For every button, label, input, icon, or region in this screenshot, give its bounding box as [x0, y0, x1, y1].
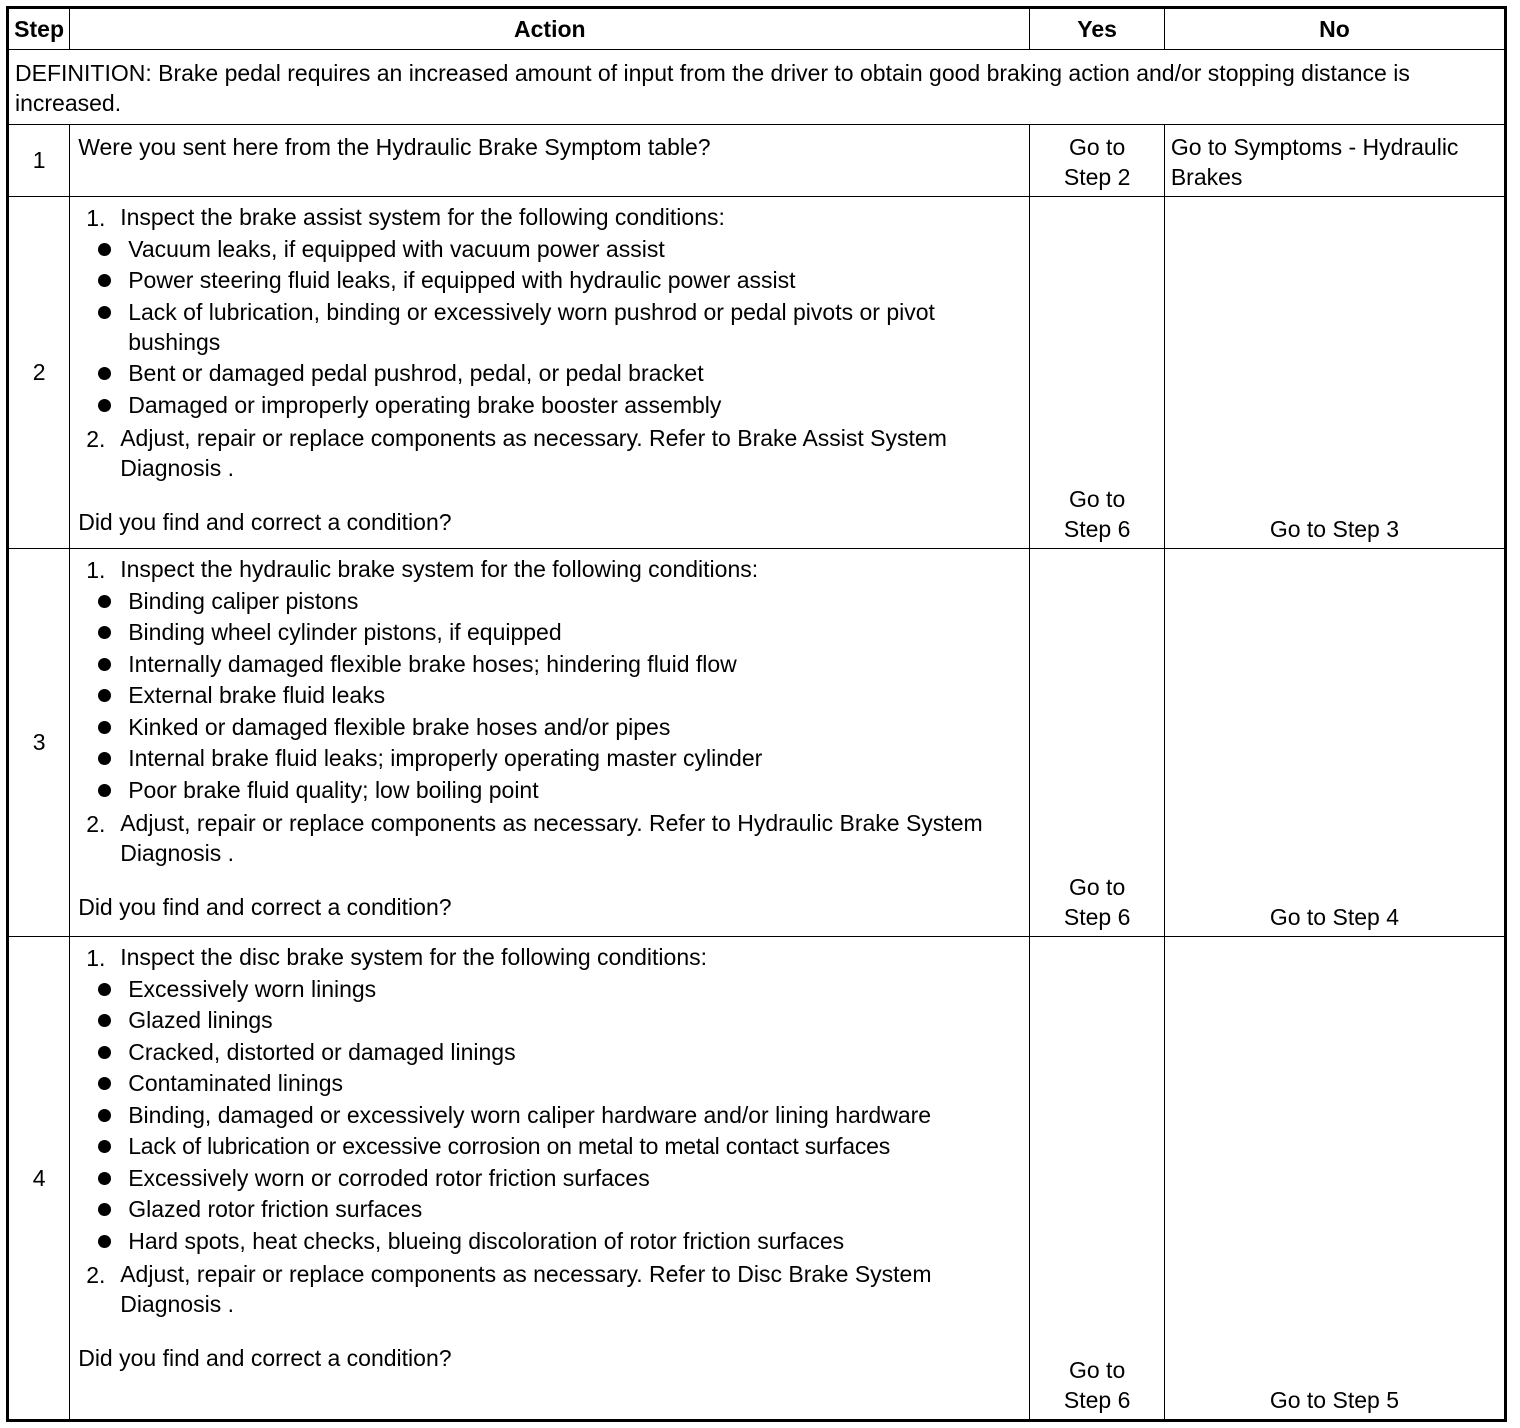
list-item — [78, 942, 1021, 972]
bullet-item — [78, 1100, 1021, 1130]
bullet-item — [78, 712, 1021, 742]
question-text: Did you find and correct a condition? — [78, 893, 452, 920]
list-number: 2. — [86, 425, 106, 452]
list-item-text: Inspect the disc brake system for the following conditions: — [120, 944, 707, 970]
bullet-icon — [98, 1014, 111, 1027]
step-number: 2 — [8, 197, 70, 549]
bullet-item — [78, 775, 1021, 805]
step-number: 1 — [8, 125, 70, 197]
bullet-text: Power steering fluid leaks, if equipped with hydraulic power assist — [128, 267, 796, 293]
list-item-text: Adjust, repair or replace components as necessary. Refer to Hydraulic Brake System Diagnosis . — [120, 809, 983, 866]
bullet-text: External brake fluid leaks — [128, 682, 386, 708]
bullet-icon — [98, 983, 111, 996]
bullet-item — [78, 1037, 1021, 1067]
bullet-icon — [98, 595, 111, 608]
list-item — [78, 423, 1021, 483]
bullet-item — [78, 743, 1021, 773]
bullet-item — [78, 1131, 1021, 1161]
bullet-icon — [98, 1046, 111, 1059]
no-cell: Go to Step 4 — [1164, 549, 1505, 937]
bullet-item — [78, 1068, 1021, 1098]
bullet-text: Poor brake fluid quality; low boiling point — [128, 776, 539, 803]
list-item-text: Adjust, repair or replace components as necessary. Refer to Disc Brake System Diagnosis . — [120, 1260, 932, 1317]
table-row — [8, 125, 1506, 197]
bullet-icon — [98, 1203, 111, 1216]
bullet-icon — [98, 306, 111, 319]
definition-row — [8, 50, 1506, 125]
bullet-text: Internal brake fluid leaks; improperly operating master cylinder — [128, 745, 763, 771]
header-step: Step — [8, 8, 70, 50]
header-no: No — [1164, 8, 1505, 50]
bullet-text: Contaminated linings — [128, 1070, 343, 1096]
diagnostic-table — [6, 6, 1507, 1422]
bullet-icon — [98, 367, 111, 380]
bullet-text: Lack of lubrication or excessive corrosion on metal to metal contact surfaces — [128, 1133, 891, 1159]
header-yes: Yes — [1030, 8, 1164, 50]
list-number: 2. — [86, 1261, 106, 1288]
list-number: 1. — [86, 205, 106, 231]
bullet-item — [78, 617, 1021, 647]
table-row — [8, 937, 1506, 1421]
bullet-icon — [98, 784, 111, 797]
action-text: Were you sent here from the Hydraulic Brake Symptom table? — [78, 134, 711, 160]
header-row — [8, 8, 1506, 50]
bullet-item — [78, 1005, 1021, 1035]
bullet-icon — [98, 689, 111, 702]
bullet-icon — [98, 274, 111, 287]
list-item — [78, 202, 1021, 232]
bullet-text: Bent or damaged pedal pushrod, pedal, or pedal bracket — [128, 360, 704, 386]
no-cell: Go to Step 3 — [1164, 197, 1505, 549]
header-action: Action — [70, 8, 1030, 50]
table-row — [8, 197, 1506, 549]
list-number: 2. — [86, 810, 106, 837]
bullet-icon — [98, 399, 111, 412]
bullet-text: Binding caliper pistons — [128, 587, 359, 614]
list-item-text: Adjust, repair or replace components as necessary. Refer to Brake Assist System Diagnosis . — [120, 424, 947, 481]
no-cell: Go to Symptoms - Hydraulic Brakes — [1164, 125, 1505, 197]
list-item — [78, 808, 1021, 868]
bullet-text: Binding, damaged or excessively worn caliper hardware and/or lining hardware — [128, 1101, 932, 1128]
bullet-text: Glazed rotor friction surfaces — [128, 1196, 423, 1222]
bullet-icon — [98, 721, 111, 734]
bullet-text: Cracked, distorted or damaged linings — [128, 1038, 516, 1065]
bullet-icon — [98, 1140, 111, 1153]
yes-cell: Go to Step 2 — [1030, 125, 1164, 197]
yes-cell: Go to Step 6 — [1030, 549, 1164, 937]
step-number: 4 — [8, 937, 70, 1421]
bullet-item — [78, 234, 1021, 264]
table-row — [8, 549, 1506, 937]
bullet-icon — [98, 1235, 111, 1248]
bullet-item — [78, 1226, 1021, 1256]
no-cell: Go to Step 5 — [1164, 937, 1505, 1421]
bullet-text: Binding wheel cylinder pistons, if equipped — [128, 619, 562, 645]
bullet-text: Vacuum leaks, if equipped with vacuum power assist — [128, 235, 665, 262]
bullet-text: Damaged or improperly operating brake booster assembly — [128, 391, 722, 418]
bullet-text: Kinked or damaged flexible brake hoses and/or pipes — [128, 713, 671, 740]
bullet-text: Lack of lubrication, binding or excessively worn pushrod or pedal pivots or pivot bushings — [128, 298, 935, 355]
action-cell — [70, 197, 1030, 549]
bullet-item — [78, 649, 1021, 679]
yes-cell: Go to Step 6 — [1030, 197, 1164, 549]
bullet-item — [78, 265, 1021, 295]
list-number: 1. — [86, 945, 106, 971]
bullet-text: Internally damaged flexible brake hoses; hindering fluid flow — [128, 650, 737, 677]
bullet-item — [78, 297, 1021, 357]
list-number: 1. — [86, 557, 106, 583]
list-item — [78, 554, 1021, 584]
bullet-item — [78, 974, 1021, 1004]
bullet-icon — [98, 243, 111, 256]
definition-text: DEFINITION: Brake pedal requires an increased amount of input from the driver to obtain good braking action and/or stopping distance is increased. — [8, 50, 1506, 125]
bullet-item — [78, 1163, 1021, 1193]
bullet-item — [78, 390, 1021, 420]
bullet-icon — [98, 1077, 111, 1090]
list-item-text: Inspect the hydraulic brake system for the following conditions: — [120, 556, 759, 582]
action-cell — [70, 549, 1030, 937]
step-number: 3 — [8, 549, 70, 937]
bullet-text: Hard spots, heat checks, blueing discoloration of rotor friction surfaces — [128, 1227, 845, 1254]
bullet-icon — [98, 1172, 111, 1185]
bullet-icon — [98, 626, 111, 639]
bullet-icon — [98, 752, 111, 765]
list-item — [78, 1259, 1021, 1319]
question-text: Did you find and correct a condition? — [78, 1344, 452, 1371]
bullet-icon — [98, 1109, 111, 1122]
action-cell — [70, 125, 1030, 197]
bullet-text: Excessively worn linings — [128, 975, 377, 1002]
question-text: Did you find and correct a condition? — [78, 508, 452, 535]
bullet-item — [78, 358, 1021, 388]
bullet-text: Excessively worn or corroded rotor friction surfaces — [128, 1164, 650, 1191]
bullet-icon — [98, 658, 111, 671]
bullet-text: Glazed linings — [128, 1007, 273, 1033]
list-item-text: Inspect the brake assist system for the following conditions: — [120, 204, 725, 230]
bullet-item — [78, 1194, 1021, 1224]
bullet-item — [78, 586, 1021, 616]
action-cell — [70, 937, 1030, 1421]
yes-cell: Go to Step 6 — [1030, 937, 1164, 1421]
bullet-item — [78, 680, 1021, 710]
